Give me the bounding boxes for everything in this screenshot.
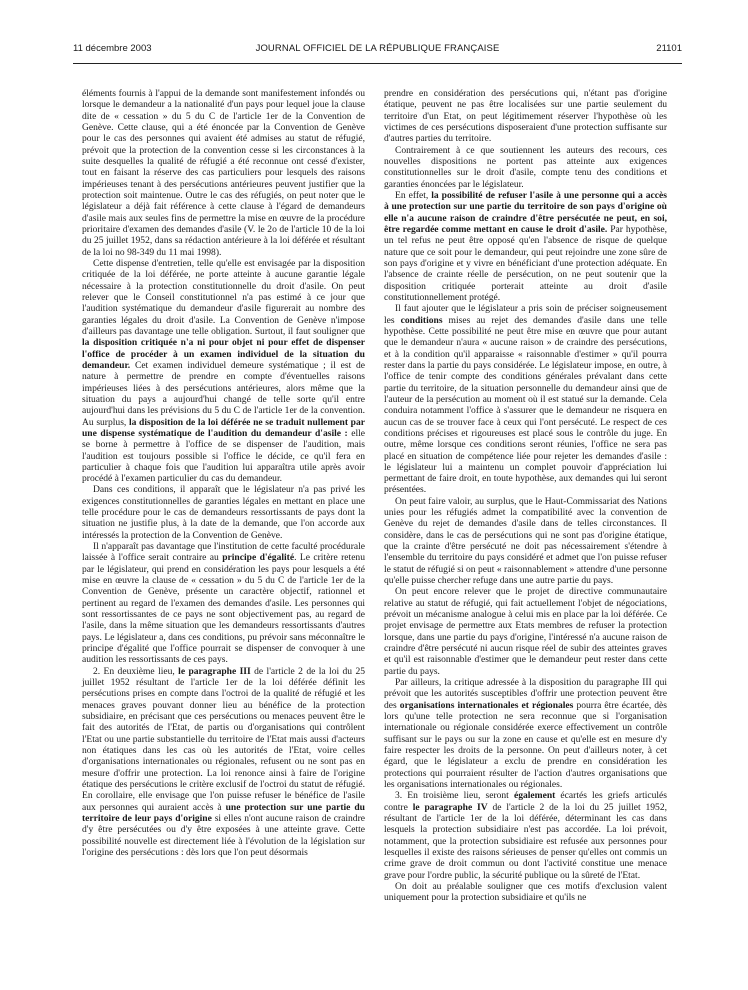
bold-run: organisations internationales et régionales	[399, 699, 574, 711]
bold-run: le paragraphe III	[178, 665, 251, 677]
paragraph	[384, 190, 667, 303]
issue-date: 11 décembre 2003	[73, 43, 152, 54]
text-run: elle se borne à permettre à l'office de se dispenser de l'audition, mais l'audition est toujours possible si l'office le décide, ce qu'il fera en particulier à chaque fois que l'audition lui apparaîtra utile après avoir procédé à l'examen particulier du cas du demandeur.	[82, 427, 366, 485]
text-run: On peut encore relever que le projet de directive communautaire relative au statut de réfugié, qui fait actuellement l'objet de négociations, prévoit un mécanisme analogue à celui mis en place par la loi déférée. Ce projet envisage de permettre aux Etats membres de refuser la protection lorsque, dans une partie du pays d'origine, l'intéressé n'a aucune raison de craindre d'être persécuté ni aucun risque réel de subir des atteintes graves et qu'il est raisonnable d'estimer que le demandeur peut rester dans cette partie du pays.	[384, 586, 667, 677]
journal-title: JOURNAL OFFICIEL DE LA RÉPUBLIQUE FRANÇAISE	[255, 43, 500, 54]
text-run: 2. En deuxième lieu,	[93, 665, 179, 677]
bold-run: une protection sur une partie du territoire de leur pays d'origine	[82, 801, 365, 824]
text-run: Il n'apparaît pas davantage que l'institution de cette faculté procédurale laissée à l'office serait contraire au	[82, 541, 365, 564]
header-rule	[73, 63, 682, 64]
text-run: En effet,	[395, 189, 432, 201]
text-run: pourra être écartée, dès lors qu'une telle protection ne sera reconnue que si l'organisation internationale ou régionale considérée exerce effectivement un contrôle suffisant sur le pays ou sur la zone en cause et qu'elle est en mesure d'y faire respecter les droits de la personne. On peut d'ailleurs noter, à cet égard, que le législateur a exclu de prendre en considération les protections qui pourraient résulter de l'action d'autres organisations que les organisations internationales ou régionales.	[384, 699, 667, 791]
page-header	[73, 43, 682, 59]
right-column	[384, 88, 667, 904]
text-run: Il faut ajouter que le législateur a pris soin de préciser soigneusement les	[384, 303, 667, 326]
text-run: 3. En troisième lieu, seront	[395, 790, 514, 802]
paragraph	[384, 303, 667, 496]
paragraph	[82, 541, 365, 666]
text-run: Cet examen individuel demeure systématique ; il est de nature à permettre de prendre en compte d'éventuelles raisons impérieuses liées à des persécutions antérieures, alors même que la situation du pays a aujourd'hui changé de telle sorte qu'il entre aujourd'hui dans les prévisions du 5 du C de l'article 1er de la convention. Au surplus,	[82, 359, 365, 428]
paragraph	[384, 881, 667, 904]
text-run: Par hypothèse, un tel refus ne peut être opposé qu'en l'absence de risque de quelque nature que ce soit pour le demandeur, qui peut rejoindre une zone sûre de son pays d'origine et y vivre en bénéficiant d'une protection adéquate. En l'absence de crainte réelle de persécution, on ne peut soutenir que la disposition critiquée porterait atteinte au droit d'asile constitutionnellement protégé.	[384, 223, 667, 303]
text-run: Dans ces conditions, il apparaît que le législateur n'a pas privé les exigences constitutionnelles de garanties légales en mettant en place une telle procédure pour le cas de demandeurs ressortissants de pays dont la situation ne justifie plus, à la date de la demande, que l'on accorde aux intéressés la protection de la Convention de Genève.	[82, 484, 365, 541]
text-run: écartés les griefs articulés contre	[384, 790, 667, 813]
paragraph	[384, 496, 667, 587]
bold-run: conditions	[400, 314, 443, 326]
paragraph	[82, 88, 365, 258]
bold-run: la disposition de la loi déférée ne se traduit nullement par une dispense systématique de l'audition du demandeur d'asile :	[82, 416, 365, 439]
paragraph	[384, 88, 667, 145]
bold-run: également	[513, 790, 556, 802]
text-run: mises au rejet des demandes d'asile dans une telle hypothèse. Cette possibilité ne peut être mise en œuvre que pour autant que le demandeur n'aura « aucune raison » de craindre des persécutions, et à la condition qu'il apparaisse « raisonnable d'estimer » qu'il pourra rester dans la partie du pays considérée. Le législateur impose, en outre, à l'office de tenir compte des conditions générales prévalant dans cette partie du territoire, de la situation personnelle du demandeur ainsi que de l'auteur de la persécution au moment où il est statué sur la demande. Cela conduira notamment l'office à s'assurer que le demandeur ne risquera en aucun cas de se trouver face à ceux qui l'ont persécuté. Le respect de ces conditions précises et rigoureuses est placé sous le contrôle du juge. En outre, même lorsque ces conditions seront réunies, l'office ne sera pas placé en situation de compétence liée pour rejeter les demandes d'asile : le législateur lui a maintenu un complet pouvoir d'appréciation lui permettant de faire droit, en toute hypothèse, aux demandes qui lui seront présentées.	[384, 314, 667, 496]
paragraph	[384, 677, 667, 790]
bold-run: principe d'égalité	[222, 552, 295, 564]
text-run: de l'article 2 de la loi du 25 juillet 1952 résultant de l'article 1er de la loi déférée définit les persécutions prises en compte dans l'octroi de la qualité de réfugié et les menaces graves pouvant donner lieu au bénéfice de la protection subsidiaire, en précisant que ces persécutions ou menaces peuvent être le fait des autorités de l'Etat, de partis ou d'organisations qui contrôlent l'Etat ou une partie substantielle du territoire de l'Etat mais aussi d'acteurs non étatiques dans les cas où les autorités de l'Etat, voire celles d'organisations internationales ou régionales, refusent ou ne sont pas en mesure d'offrir une protection. La loi renonce ainsi à faire de l'origine étatique des persécutions le critère exclusif de l'octroi du statut de réfugié. En corollaire, elle envisage que l'on puisse refuser le bénéfice de l'asile aux personnes qui auraient accès à	[82, 665, 366, 813]
text-run: de l'article 2 de la loi du 25 juillet 1952, résultant de l'article 1er de la loi déférée, déterminant les cas dans lesquels la protection subsidiaire n'est pas accordée. La loi prévoit, notamment, que la protection subsidiaire est refusée aux personnes pour lesquelles il existe des raisons sérieuses de penser qu'elles ont commis un crime grave de droit commun ou dont l'activité constitue une menace grave pour l'ordre public, la sécurité publique ou la sûreté de l'Etat.	[384, 801, 667, 881]
paragraph	[82, 258, 365, 485]
paragraph	[384, 145, 667, 190]
paragraph	[384, 790, 667, 881]
bold-run: la disposition critiquée n'a ni pour objet ni pour effet de dispenser l'office de procéder à un examen individuel de la situation du demandeur.	[82, 337, 365, 371]
text-run: . Le critère retenu par le législateur, qui prend en considération les pays pour lesquels a été mise en œuvre la clause de « cessation » du 5 du C de l'article 1er de la Convention de Genève, présente un caractère objectif, rationnel et pertinent au regard de l'examen des demandes d'asile. Les personnes qui sont ressortissantes de ce pays ne sont objectivement pas, au regard de l'asile, dans la même situation que les demandeurs ressortissants d'autres pays. Le législateur a, dans ces conditions, pu prévoir sans méconnaître le principe d'égalité que l'office pourrait se dispenser de convoquer à une audition les ressortissants de ces pays.	[82, 552, 365, 666]
bold-run: le paragraphe IV	[412, 801, 488, 813]
paragraph	[384, 586, 667, 677]
text-run: Cette dispense d'entretien, telle qu'elle est envisagée par la disposition critiquée de la loi déférée, ne porte atteinte à aucune garantie légale nécessaire à la protection constitutionnelle du droit d'asile. On peut relever que le Conseil constitutionnel n'a pas estimé à ce jour que l'audition systématique du demandeur d'asile figurerait au nombre des garanties légales du droit d'asile. La Convention de Genève n'impose d'ailleurs pas davantage une telle obligation. Surtout, il faut souligner que	[82, 257, 365, 337]
text-run: prendre en considération des persécutions qui, n'étant pas d'origine étatique, peuvent ne pas être localisées sur une partie seulement du territoire d'un Etat, on peut légitimement réserver l'hypothèse où les victimes de ces persécutions disposeraient d'une protection suffisante sur d'autres parties du territoire.	[384, 88, 667, 145]
text-run: si elles n'ont aucune raison de craindre d'y être persécutées ou d'y être exposées à une atteinte grave. Cette possibilité nouvelle est directement liée à l'évolution de la législation sur l'origine des persécutions : dès lors que l'on peut désormais	[82, 813, 365, 858]
left-column	[82, 88, 365, 858]
paragraph	[82, 484, 365, 541]
bold-run: la possibilité de refuser l'asile à une personne qui a accès à une protection sur une partie du territoire de son pays d'origine où elle n'a aucune raison de craindre d'être persécutée ne peut, en soi, être regardée comme mettant en cause le droit d'asile.	[384, 189, 667, 235]
text-run: Contrairement à ce que soutiennent les auteurs des recours, ces nouvelles dispositions ne portent pas atteinte aux exigences constitutionnelles sur le droit d'asile, compte tenu des conditions et garanties énoncées par le législateur.	[384, 144, 667, 190]
page-number: 21101	[656, 43, 682, 54]
paragraph	[82, 666, 365, 859]
text-run: éléments fournis à l'appui de la demande sont manifestement infondés ou lorsque le demandeur a la nationalité d'un pays pour lequel joue la clause dite de « cessation » du 5 du C de l'article 1er de la Convention de Genève. Cette clause, qui a été énoncée par la Convention de Genève pour le cas des personnes qui avaient été admises au statut de réfugié, prévoit que la protection de la convention cesse si les circonstances à la suite desquelles la qualité de réfugié a été reconnue ont cessé d'exister, tout en faisant la réserve des cas particuliers pour lesquels des raisons impérieuses tenant à des persécutions antérieures peuvent justifier que la protection soit maintenue. Outre le cas des réfugiés, on peut noter que le législateur a déjà fait référence à cette clause à l'égard de demandeurs d'asile mais aux seules fins de permettre la mise en œuvre de la procédure prioritaire d'examen des demandes d'asile (V. le 2o de l'article 10 de la loi du 25 juillet 1952, dans sa rédaction antérieure à la loi déférée et résultant de la loi no 98-349 du 11 mai 1998).	[82, 88, 365, 258]
text-run: On doit au préalable souligner que ces motifs d'exclusion valent uniquement pour la protection subsidiaire et qu'ils ne	[384, 880, 667, 904]
text-run: On peut faire valoir, au surplus, que le Haut-Commissariat des Nations unies pour les réfugiés admet la compatibilité avec la convention de Genève du rejet de demandes d'asile dans de telles circonstances. Il considère, dans le cas de persécutions qui ne sont pas d'origine étatique, que la crainte d'être persécuté ne doit pas nécessairement s'étendre à l'ensemble du territoire du pays considéré et admet que l'on puisse refuser le statut de réfugié si on peut « raisonnablement » attendre d'une personne qu'elle puisse chercher refuge dans une autre partie du pays.	[384, 495, 667, 587]
text-run: Par ailleurs, la critique adressée à la disposition du paragraphe III qui prévoit que les autorités susceptibles d'offrir une protection peuvent être des	[384, 677, 667, 711]
